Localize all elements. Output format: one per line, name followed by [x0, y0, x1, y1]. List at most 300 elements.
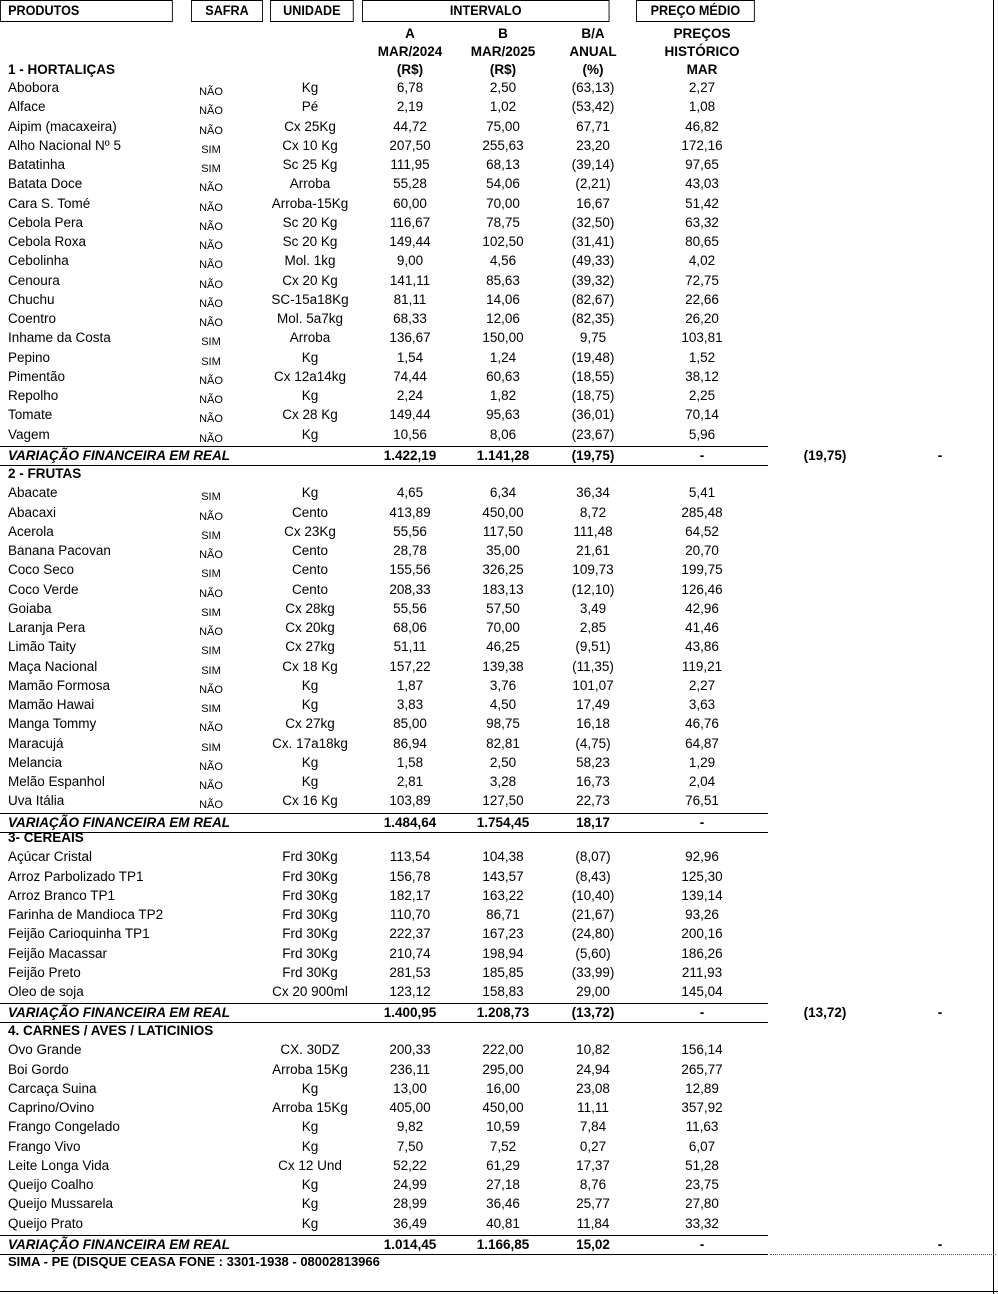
table-cell-valor-a: 1,58	[396, 754, 424, 770]
table-cell-historico: 51,42	[685, 195, 719, 211]
table-cell-historico: 93,26	[685, 907, 719, 922]
total-extra-dash: -	[937, 1236, 943, 1252]
table-cell-valor-b: 7,52	[489, 1138, 517, 1154]
table-cell-variacao: 58,23	[576, 754, 610, 770]
table-cell-historico: 5,41	[688, 485, 716, 501]
table-cell-safra: NÃO	[199, 626, 223, 638]
table-cell-produto: Maça Nacional	[8, 658, 98, 674]
table-cell-produto: Mamão Formosa	[8, 677, 111, 693]
table-cell-unidade: Kg	[301, 697, 319, 712]
table-cell-unidade: Frd 30Kg	[282, 868, 338, 884]
total-total-historico: -	[699, 1236, 705, 1252]
table-cell-produto: Uva Itália	[8, 793, 65, 809]
table-cell-produto: Maracujá	[8, 735, 64, 751]
total-total-a: 1.422,19	[383, 447, 437, 463]
table-cell-valor-a: 9,00	[396, 253, 424, 269]
table-cell-valor-b: 167,23	[482, 926, 524, 942]
table-cell-unidade: Kg	[301, 426, 319, 442]
table-cell-historico: 139,14	[681, 887, 723, 903]
table-cell-historico: 43,03	[685, 176, 719, 192]
table-cell-produto: Coco Seco	[8, 562, 75, 578]
table-cell-unidade: Cx 16 Kg	[282, 793, 338, 809]
table-cell-unidade: CX. 30DZ	[280, 1042, 340, 1058]
table-cell-valor-a: 222,37	[389, 926, 431, 942]
table-cell-valor-b: 61,29	[486, 1157, 520, 1173]
table-cell-safra	[190, 1065, 232, 1084]
table-cell-historico: 357,92	[681, 1100, 723, 1115]
table-cell-variacao: 9,75	[579, 330, 607, 346]
table-cell-valor-b: 117,50	[482, 523, 524, 539]
table-cell-safra: NÃO	[199, 297, 223, 310]
table-cell-variacao: (23,67)	[571, 426, 615, 442]
table-cell-produto: Leite Longa Vida	[8, 1157, 110, 1173]
table-cell-valor-b: 16,00	[486, 1080, 520, 1096]
table-cell-variacao: 17,49	[576, 697, 610, 712]
table-cell-unidade: Sc 25 Kg	[282, 157, 338, 172]
table-cell-historico: 92,96	[685, 849, 719, 865]
table-cell-valor-b: 46,25	[486, 639, 520, 655]
col-a-line3: (R$)	[396, 62, 424, 77]
table-cell-produto: Cebola Roxa	[8, 234, 87, 249]
table-cell-variacao: (12,10)	[571, 581, 615, 597]
table-cell-safra: NÃO	[199, 259, 223, 272]
total-extra-variacao: (13,72)	[803, 1005, 847, 1021]
table-cell-variacao: 2,85	[579, 620, 607, 635]
table-cell-unidade: Kg	[301, 1196, 319, 1212]
table-cell-valor-a: 2,19	[396, 99, 424, 115]
table-cell-unidade: Cx 28 Kg	[282, 407, 338, 423]
table-cell-variacao: 11,84	[576, 1215, 610, 1231]
table-cell-valor-a: 13,00	[393, 1080, 427, 1096]
table-cell-historico: 2,04	[688, 774, 716, 789]
table-cell-safra: SIM	[201, 336, 221, 349]
table-cell-safra	[190, 852, 232, 871]
table-cell-produto: Abacate	[8, 485, 58, 501]
table-cell-valor-a: 155,56	[389, 562, 431, 578]
table-cell-safra: NÃO	[199, 278, 223, 291]
table-cell-historico: 97,65	[685, 157, 719, 172]
table-cell-valor-a: 10,56	[393, 426, 427, 442]
table-cell-historico: 70,14	[685, 407, 719, 423]
table-cell-valor-b: 198,94	[482, 945, 524, 961]
total-separator-bottom	[0, 465, 768, 466]
total-total-b: 1.208,73	[476, 1005, 530, 1021]
table-cell-valor-b: 78,75	[486, 214, 520, 230]
table-cell-historico: 76,51	[685, 793, 719, 809]
table-cell-historico: 2,27	[688, 80, 716, 95]
table-cell-unidade: Cx 27kg	[285, 639, 335, 655]
table-cell-unidade: Cx. 17a18kg	[272, 735, 348, 751]
table-cell-safra	[190, 1084, 232, 1103]
table-cell-valor-b: 1,82	[489, 388, 517, 403]
table-cell-safra: NÃO	[199, 683, 223, 696]
table-cell-unidade: Arroba 15Kg	[272, 1100, 348, 1115]
total-total-variacao: 15,02	[576, 1236, 610, 1252]
table-cell-valor-b: 102,50	[482, 234, 524, 249]
table-cell-safra: SIM	[201, 645, 221, 658]
table-cell-produto: Feijão Macassar	[8, 945, 108, 961]
total-extra-dash: -	[937, 447, 943, 463]
total-total-variacao: 18,17	[576, 814, 610, 830]
table-cell-historico: 38,12	[685, 368, 719, 384]
table-cell-valor-a: 413,89	[389, 504, 431, 520]
table-cell-historico: 285,48	[681, 504, 723, 520]
table-cell-valor-b: 4,56	[489, 253, 517, 269]
table-cell-historico: 125,30	[681, 868, 723, 884]
table-cell-historico: 64,52	[685, 523, 719, 539]
table-cell-historico: 119,21	[681, 658, 723, 674]
table-cell-unidade: Kg	[301, 80, 319, 95]
table-cell-valor-b: 127,50	[482, 793, 524, 809]
table-cell-variacao: (2,21)	[575, 176, 611, 192]
table-cell-unidade: Pé	[301, 99, 319, 115]
table-cell-safra: NÃO	[199, 722, 223, 735]
table-cell-produto: Tomate	[8, 407, 53, 423]
table-cell-variacao: (11,35)	[572, 658, 614, 674]
table-cell-valor-b: 295,00	[482, 1061, 524, 1077]
table-cell-unidade: Kg	[301, 485, 319, 501]
table-cell-valor-b: 95,63	[486, 407, 520, 423]
table-cell-produto: Goiaba	[8, 600, 52, 616]
table-cell-unidade: Frd 30Kg	[282, 907, 338, 922]
table-cell-produto: Repolho	[8, 388, 59, 403]
section-title: 2 - FRUTAS	[8, 466, 82, 481]
table-cell-variacao: (53,42)	[571, 99, 615, 115]
table-cell-valor-a: 136,67	[389, 330, 431, 346]
table-cell-historico: 22,66	[685, 291, 719, 307]
table-cell-produto: Alface	[8, 99, 46, 115]
table-cell-safra: NÃO	[199, 374, 223, 387]
table-cell-historico: 1,08	[688, 99, 716, 115]
table-cell-historico: 26,20	[685, 311, 719, 326]
table-cell-safra	[190, 1199, 232, 1218]
table-cell-variacao: (8,07)	[575, 849, 611, 865]
table-cell-valor-a: 405,00	[389, 1100, 431, 1115]
table-cell-produto: Coco Verde	[8, 581, 79, 597]
table-cell-variacao: (36,01)	[571, 407, 615, 423]
header-produtos-label: PRODUTOS	[8, 2, 80, 18]
table-cell-safra: NÃO	[199, 201, 223, 214]
table-cell-historico: 64,87	[685, 735, 719, 751]
table-cell-safra	[190, 1045, 232, 1064]
table-cell-valor-a: 1,54	[396, 349, 424, 365]
table-cell-produto: Banana Pacovan	[8, 543, 111, 558]
section-title: 1 - HORTALIÇAS	[8, 62, 115, 77]
table-cell-variacao: 29,00	[576, 984, 610, 999]
table-cell-valor-a: 55,56	[393, 523, 427, 539]
table-cell-produto: Acerola	[8, 523, 54, 539]
table-cell-variacao: (18,75)	[571, 388, 615, 403]
table-cell-unidade: Cx 25Kg	[284, 118, 336, 134]
total-label: VARIAÇÃO FINANCEIRA EM REAL	[8, 1236, 230, 1252]
table-cell-unidade: Cx 18 Kg	[282, 658, 338, 674]
table-cell-variacao: 25,77	[576, 1196, 610, 1212]
table-cell-produto: Farinha de Mandioca TP2	[8, 907, 164, 922]
table-cell-variacao: (82,35)	[571, 311, 615, 326]
table-cell-valor-b: 158,83	[482, 984, 524, 999]
table-cell-unidade: Kg	[301, 774, 319, 789]
table-cell-valor-b: 4,50	[489, 697, 517, 712]
header-produtos	[0, 0, 173, 22]
table-cell-safra: NÃO	[199, 220, 223, 233]
table-cell-variacao: (24,80)	[571, 926, 615, 942]
table-cell-valor-b: 183,13	[482, 581, 524, 597]
right-border	[993, 0, 994, 1294]
table-cell-produto: Cara S. Tomé	[8, 195, 91, 211]
table-cell-unidade: Sc 20 Kg	[282, 234, 338, 249]
section-title: 4. CARNES / AVES / LATICINIOS	[8, 1023, 214, 1038]
table-cell-unidade: Kg	[301, 1215, 319, 1231]
table-cell-historico: 172,16	[681, 137, 723, 153]
table-cell-valor-a: 207,50	[389, 137, 431, 153]
col-a-line1: A	[405, 26, 415, 41]
table-cell-produto: Feijão Preto	[8, 964, 81, 980]
table-cell-safra: SIM	[201, 163, 221, 175]
table-cell-unidade: Kg	[301, 388, 319, 403]
total-separator-bottom	[0, 832, 768, 833]
table-cell-historico: 211,93	[681, 964, 723, 980]
table-cell-produto: Pimentão	[8, 368, 66, 384]
table-cell-unidade: Arroba	[289, 176, 331, 192]
table-cell-valor-a: 68,33	[393, 311, 427, 326]
table-cell-historico: 3,63	[688, 697, 716, 712]
table-cell-produto: Limão Taity	[8, 639, 77, 655]
table-cell-valor-b: 8,06	[489, 426, 517, 442]
table-cell-unidade: Mol. 1kg	[284, 253, 336, 269]
table-cell-produto: Cebola Pera	[8, 214, 84, 230]
table-cell-valor-a: 55,56	[393, 600, 427, 616]
table-cell-produto: Melancia	[8, 754, 63, 770]
table-cell-safra: NÃO	[199, 780, 223, 792]
table-cell-variacao: (39,14)	[571, 157, 615, 172]
table-cell-safra: NÃO	[199, 105, 223, 118]
table-cell-produto: Boi Gordo	[8, 1061, 69, 1077]
table-cell-valor-b: 85,63	[486, 272, 520, 288]
table-cell-valor-b: 3,28	[489, 774, 517, 789]
table-cell-unidade: Kg	[301, 1138, 319, 1154]
table-cell-variacao: (82,67)	[571, 291, 615, 307]
table-cell-valor-a: 24,99	[393, 1177, 427, 1192]
table-cell-safra: NÃO	[199, 86, 223, 98]
table-cell-valor-b: 450,00	[482, 504, 524, 520]
col-a-line2: MAR/2024	[377, 44, 443, 59]
total-label: VARIAÇÃO FINANCEIRA EM REAL	[8, 814, 230, 830]
table-cell-unidade: Frd 30Kg	[282, 926, 338, 942]
table-cell-valor-b: 75,00	[486, 118, 520, 134]
total-total-a: 1.484,64	[383, 814, 437, 830]
table-cell-valor-a: 149,44	[389, 407, 431, 423]
table-cell-valor-a: 60,00	[393, 195, 427, 211]
table-cell-safra: NÃO	[199, 124, 223, 137]
table-cell-historico: 6,07	[688, 1138, 716, 1154]
table-cell-safra: NÃO	[199, 510, 223, 523]
table-cell-variacao: (31,41)	[571, 234, 615, 249]
table-cell-valor-a: 2,24	[396, 388, 424, 403]
total-total-historico: -	[699, 814, 705, 830]
table-cell-valor-a: 55,28	[393, 176, 427, 192]
table-cell-valor-a: 116,67	[389, 214, 431, 230]
table-cell-safra	[190, 1142, 232, 1161]
total-total-a: 1.014,45	[383, 1236, 437, 1252]
table-cell-valor-b: 68,13	[486, 157, 520, 172]
table-cell-produto: Pepino	[8, 349, 51, 365]
table-cell-unidade: Cx 27kg	[285, 716, 335, 732]
col-hist-line3: MAR	[686, 62, 718, 77]
table-cell-safra: NÃO	[199, 394, 223, 406]
table-cell-produto: Coentro	[8, 311, 57, 326]
table-cell-historico: 43,86	[685, 639, 719, 655]
table-cell-variacao: (10,40)	[571, 887, 615, 903]
table-cell-safra: NÃO	[199, 432, 223, 445]
total-total-a: 1.400,95	[383, 1005, 437, 1021]
table-cell-safra: SIM	[201, 741, 221, 754]
table-cell-historico: 41,46	[685, 620, 719, 635]
table-cell-historico: 200,16	[681, 926, 723, 942]
table-cell-variacao: (32,50)	[571, 214, 615, 230]
table-cell-produto: Arroz Parbolizado TP1	[8, 868, 144, 884]
table-cell-valor-b: 1,24	[489, 349, 517, 365]
total-extra-variacao	[780, 813, 870, 832]
table-cell-valor-a: 208,33	[389, 581, 431, 597]
table-cell-valor-b: 104,38	[482, 849, 524, 865]
table-cell-valor-a: 86,94	[393, 735, 427, 751]
table-cell-produto: Feijão Carioquinha TP1	[8, 926, 150, 942]
table-cell-unidade: Arroba	[289, 330, 331, 346]
table-cell-valor-a: 281,53	[389, 964, 431, 980]
table-cell-safra: SIM	[201, 568, 221, 581]
table-cell-valor-b: 1,02	[489, 99, 517, 115]
table-cell-unidade: Kg	[301, 1080, 319, 1096]
header-preco-medio	[636, 0, 755, 22]
table-cell-valor-a: 200,33	[389, 1042, 431, 1058]
table-cell-valor-a: 85,00	[393, 716, 427, 732]
table-cell-variacao: 11,11	[577, 1100, 609, 1115]
table-cell-safra: NÃO	[199, 413, 223, 426]
table-cell-variacao: (19,48)	[571, 349, 615, 365]
table-cell-valor-b: 2,50	[489, 80, 517, 95]
table-cell-produto: Laranja Pera	[8, 620, 86, 635]
table-cell-historico: 2,27	[688, 677, 716, 693]
table-cell-valor-a: 2,81	[396, 774, 424, 789]
table-cell-produto: Batatinha	[8, 157, 66, 172]
table-cell-unidade: Cento	[291, 581, 329, 597]
table-cell-valor-a: 68,06	[393, 620, 427, 635]
table-cell-valor-b: 70,00	[486, 195, 520, 211]
table-cell-unidade: Cento	[291, 543, 329, 558]
table-cell-safra: NÃO	[199, 240, 223, 252]
total-extra-variacao	[780, 1235, 870, 1254]
table-cell-historico: 145,04	[681, 984, 723, 999]
table-cell-valor-a: 113,54	[389, 849, 431, 865]
table-cell-safra	[190, 1180, 232, 1199]
table-cell-valor-a: 28,78	[393, 543, 427, 558]
table-cell-variacao: (49,33)	[571, 253, 615, 269]
table-cell-historico: 46,76	[685, 716, 719, 732]
table-cell-valor-a: 3,83	[396, 697, 424, 712]
total-extra-dash: -	[937, 1005, 943, 1021]
table-cell-valor-a: 110,70	[389, 907, 431, 922]
table-cell-safra	[190, 1122, 232, 1141]
total-total-variacao: (19,75)	[571, 447, 615, 463]
table-cell-valor-a: 4,65	[396, 485, 424, 501]
table-cell-historico: 126,46	[681, 581, 723, 597]
table-cell-valor-b: 57,50	[486, 600, 520, 616]
table-cell-produto: Frango Congelado	[8, 1119, 120, 1135]
table-cell-produto: Batata Doce	[8, 176, 83, 192]
table-cell-variacao: 22,73	[576, 793, 610, 809]
table-cell-unidade: Kg	[301, 1177, 319, 1192]
table-cell-variacao: 36,34	[576, 485, 610, 501]
table-cell-safra: SIM	[201, 143, 221, 156]
table-cell-produto: Cenoura	[8, 272, 60, 288]
table-cell-unidade: Cx 12 Und	[278, 1157, 342, 1173]
table-cell-historico: 51,28	[685, 1157, 719, 1173]
table-cell-safra: SIM	[201, 606, 221, 619]
table-cell-valor-b: 36,46	[486, 1196, 520, 1212]
table-cell-valor-b: 98,75	[486, 716, 520, 732]
table-cell-variacao: (8,43)	[575, 868, 611, 884]
table-cell-valor-a: 103,89	[389, 793, 431, 809]
total-total-historico: -	[699, 447, 705, 463]
table-cell-variacao: (18,55)	[571, 368, 615, 384]
total-extra-dash	[910, 813, 970, 832]
col-ba-line1: B/A	[581, 26, 605, 41]
table-cell-valor-a: 9,82	[396, 1119, 424, 1135]
table-cell-variacao: 3,49	[579, 600, 607, 616]
header-unidade	[270, 0, 354, 22]
table-cell-valor-b: 27,18	[486, 1177, 520, 1192]
table-cell-valor-a: 1,87	[396, 677, 424, 693]
total-label: VARIAÇÃO FINANCEIRA EM REAL	[8, 447, 230, 463]
table-cell-valor-b: 60,63	[486, 368, 520, 384]
col-b-line3: (R$)	[489, 62, 517, 77]
table-cell-historico: 42,96	[685, 600, 719, 616]
col-b-line1: B	[498, 26, 508, 41]
table-cell-variacao: (63,13)	[571, 80, 615, 95]
header-intervalo	[362, 0, 610, 22]
total-total-b: 1.141,28	[476, 447, 530, 463]
total-total-b: 1.166,85	[476, 1236, 530, 1252]
table-cell-safra	[190, 872, 232, 891]
table-cell-produto: Alho Nacional Nº 5	[8, 137, 121, 153]
table-cell-safra	[190, 949, 232, 968]
table-cell-produto: Açúcar Cristal	[8, 849, 93, 865]
table-cell-historico: 11,63	[685, 1119, 719, 1135]
table-cell-variacao: 7,84	[579, 1119, 607, 1135]
table-cell-produto: Abacaxi	[8, 504, 57, 520]
table-cell-valor-a: 52,22	[393, 1157, 427, 1173]
table-cell-unidade: Mol. 5a7kg	[276, 311, 344, 326]
table-cell-safra	[190, 929, 232, 948]
table-cell-historico: 156,14	[681, 1042, 723, 1058]
table-cell-variacao: 23,20	[576, 137, 610, 153]
table-cell-valor-a: 156,78	[389, 868, 431, 884]
table-cell-produto: Queijo Coalho	[8, 1177, 94, 1192]
table-cell-valor-a: 157,22	[389, 658, 431, 674]
total-total-variacao: (13,72)	[571, 1005, 615, 1021]
table-cell-variacao: 16,18	[576, 716, 610, 732]
table-cell-variacao: 0,27	[579, 1138, 607, 1154]
table-cell-safra: SIM	[201, 355, 221, 368]
table-cell-unidade: Frd 30Kg	[282, 964, 338, 980]
table-cell-safra	[190, 968, 232, 987]
table-cell-historico: 103,81	[681, 330, 723, 346]
table-cell-variacao: 23,08	[576, 1080, 610, 1096]
table-cell-variacao: (39,32)	[571, 272, 615, 288]
dotted-line	[770, 1254, 996, 1255]
table-cell-historico: 1,52	[688, 349, 716, 365]
table-cell-safra	[190, 1161, 232, 1180]
